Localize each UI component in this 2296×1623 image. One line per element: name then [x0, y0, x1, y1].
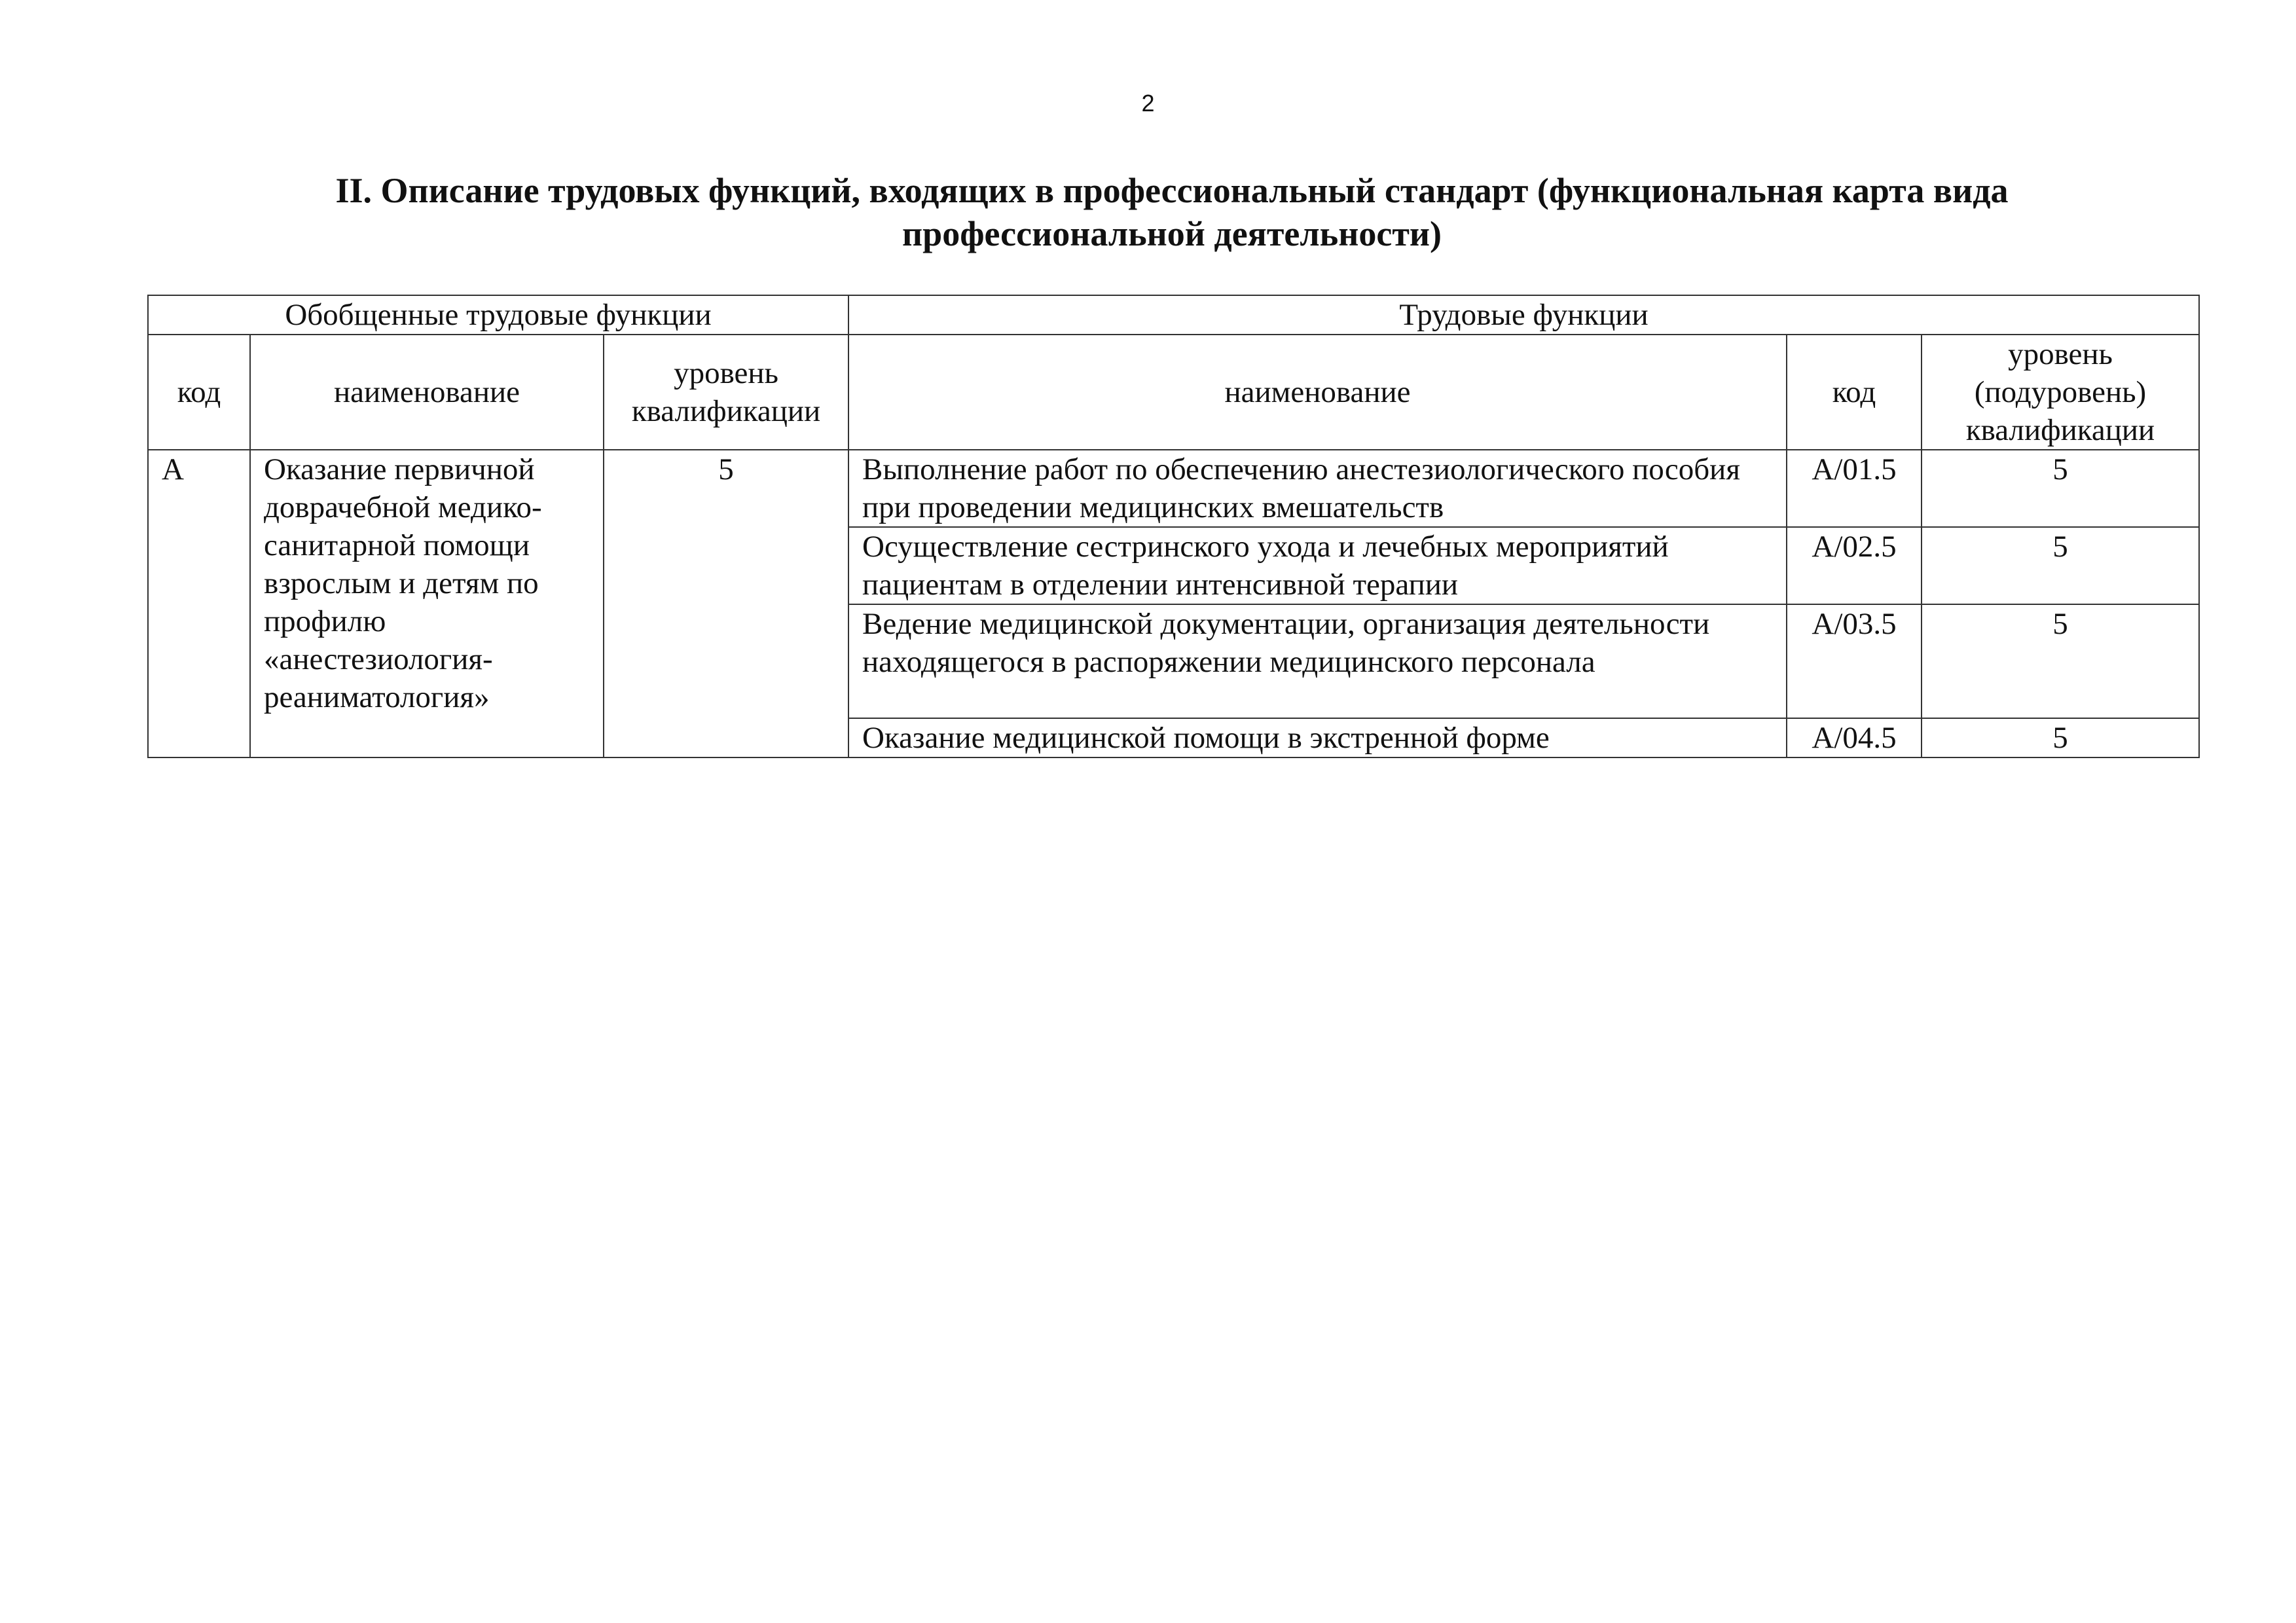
column-header-row: [148, 335, 2199, 450]
gen-function-code: А: [148, 450, 250, 757]
header-func-level: уровень (подуровень) квалификации: [1922, 335, 2199, 450]
function-name: Оказание медицинской помощи в экстренной форме: [848, 718, 1787, 757]
function-level: 5: [1922, 718, 2199, 757]
function-level: 5: [1922, 527, 2199, 604]
function-code: А/03.5: [1787, 604, 1922, 718]
header-gen-name: наименование: [250, 335, 604, 450]
function-level: 5: [1922, 604, 2199, 718]
section-title-line-1: II. Описание трудовых функций, входящих в профессиональный стандарт (функциональная карта вида: [335, 171, 2009, 210]
header-func-code: код: [1787, 335, 1922, 450]
gen-function-level: 5: [604, 450, 848, 757]
page-number: 2: [1141, 90, 1155, 117]
header-labor-functions: Трудовые функции: [848, 295, 2199, 335]
header-generalized-functions: Обобщенные трудовые функции: [148, 295, 848, 335]
section-title-line-2: профессиональной деятельности): [902, 214, 1442, 253]
function-name: Выполнение работ по обеспечению анестезиологического пособия при проведении медицинских вмешательств: [848, 450, 1787, 527]
header-gen-code: код: [148, 335, 250, 450]
function-code: А/04.5: [1787, 718, 1922, 757]
header-func-name: наименование: [848, 335, 1787, 450]
section-title: [196, 169, 2147, 255]
table-row: [148, 450, 2199, 527]
function-level: 5: [1922, 450, 2199, 527]
function-name: Ведение медицинской документации, организация деятельности находящегося в распоряжении медицинского персонала: [848, 604, 1787, 718]
gen-function-name: Оказание первичной доврачебной медико-санитарной помощи взрослым и детям по профилю «анестезиология-реаниматология»: [250, 450, 604, 757]
group-header-row: [148, 295, 2199, 335]
header-gen-level: уровень квалификации: [604, 335, 848, 450]
functional-map-table: [147, 295, 2200, 758]
function-name: Осуществление сестринского ухода и лечебных мероприятий пациентам в отделении интенсивной терапии: [848, 527, 1787, 604]
function-code: А/01.5: [1787, 450, 1922, 527]
function-code: А/02.5: [1787, 527, 1922, 604]
